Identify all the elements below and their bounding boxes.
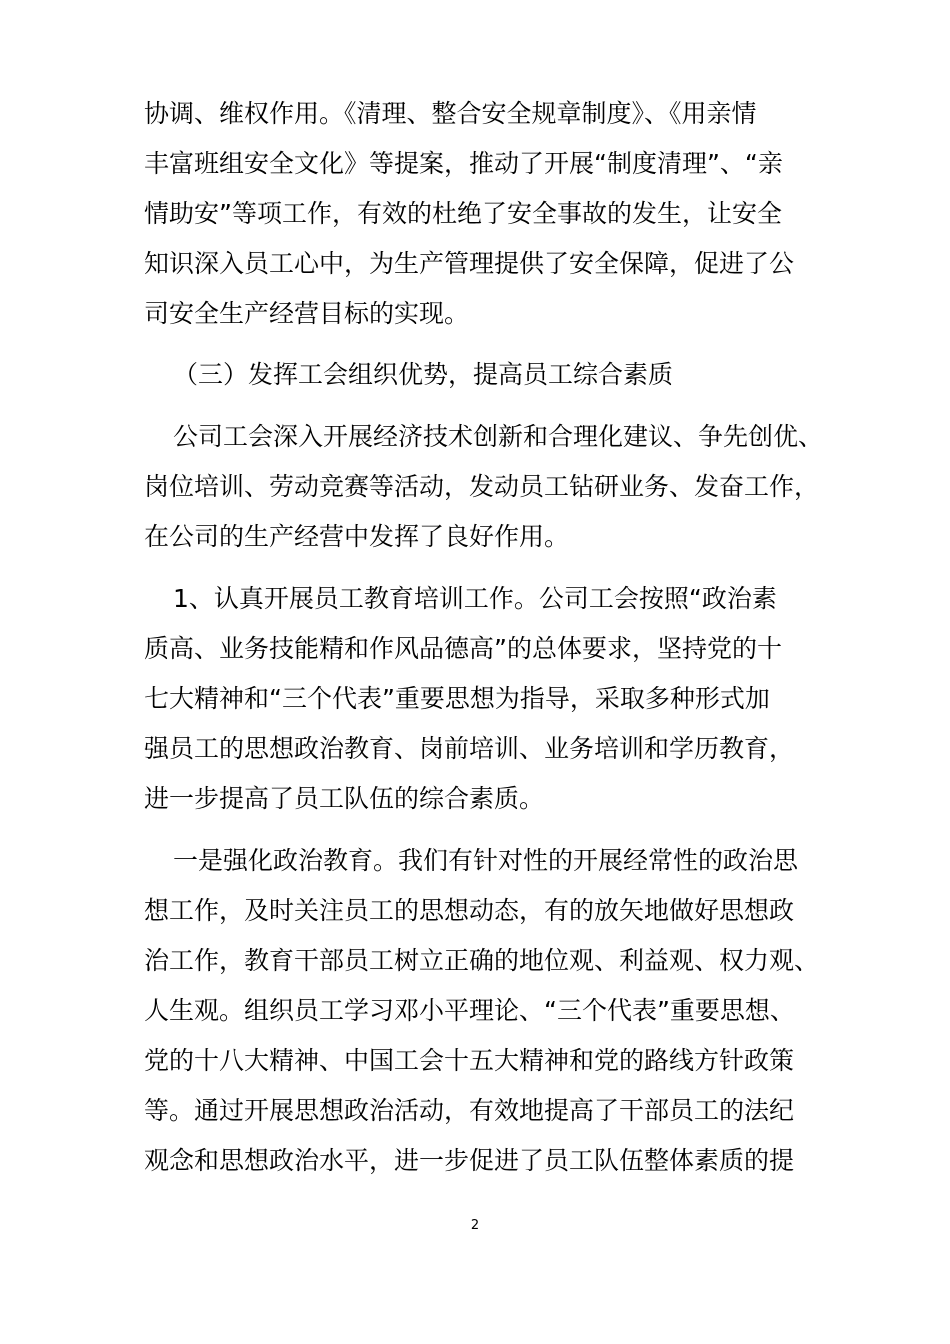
text-line: 丰富班组安全文化》等提案，推动了开展“制度清理”、“亲	[144, 149, 783, 178]
text-line: 治工作，教育干部员工树立正确的地位观、利益观、权力观、	[144, 946, 820, 975]
text-line: 协调、维权作用。《清理、整合安全规章制度》、《用亲情	[144, 99, 757, 128]
text-line: 1、认真开展员工教育培训工作。公司工会按照“政治素	[173, 584, 777, 613]
text-line: 岗位培训、劳动竞赛等活动，发动员工钻研业务、发奋工作，	[144, 472, 820, 501]
section-heading: （三）发挥工会组织优势，提高员工综合素质	[173, 360, 674, 389]
text-line: 等。通过开展思想政治活动，有效地提高了干部员工的法纪	[144, 1096, 795, 1125]
text-line: 进一步提高了员工队伍的综合素质。	[144, 784, 545, 813]
text-line: 观念和思想政治水平，进一步促进了员工队伍整体素质的提	[144, 1146, 795, 1175]
text-line: 七大精神和“三个代表”重要思想为指导，采取多种形式加	[144, 684, 770, 713]
text-line: 司安全生产经营目标的实现。	[144, 299, 470, 328]
page-number: 2	[470, 1218, 480, 1233]
text-line: 想工作，及时关注员工的思想动态，有的放矢地做好思想政	[144, 896, 795, 925]
text-line: 情助安”等项工作，有效的杜绝了安全事故的发生，让安全	[144, 199, 782, 228]
text-line: 知识深入员工心中，为生产管理提供了安全保障，促进了公	[144, 249, 795, 278]
text-line: 质高、业务技能精和作风品德高”的总体要求，坚持党的十	[144, 634, 782, 663]
text-line: 强员工的思想政治教育、岗前培训、业务培训和学历教育，	[144, 734, 795, 763]
text-line: 公司工会深入开展经济技术创新和合理化建议、争先创优、	[173, 422, 824, 451]
text-line: 一是强化政治教育。我们有针对性的开展经常性的政治思	[173, 846, 799, 875]
text-line: 人生观。组织员工学习邓小平理论、“三个代表”重要思想、	[144, 996, 795, 1025]
text-line: 党的十八大精神、中国工会十五大精神和党的路线方针政策	[144, 1046, 795, 1075]
text-line: 在公司的生产经营中发挥了良好作用。	[144, 522, 570, 551]
